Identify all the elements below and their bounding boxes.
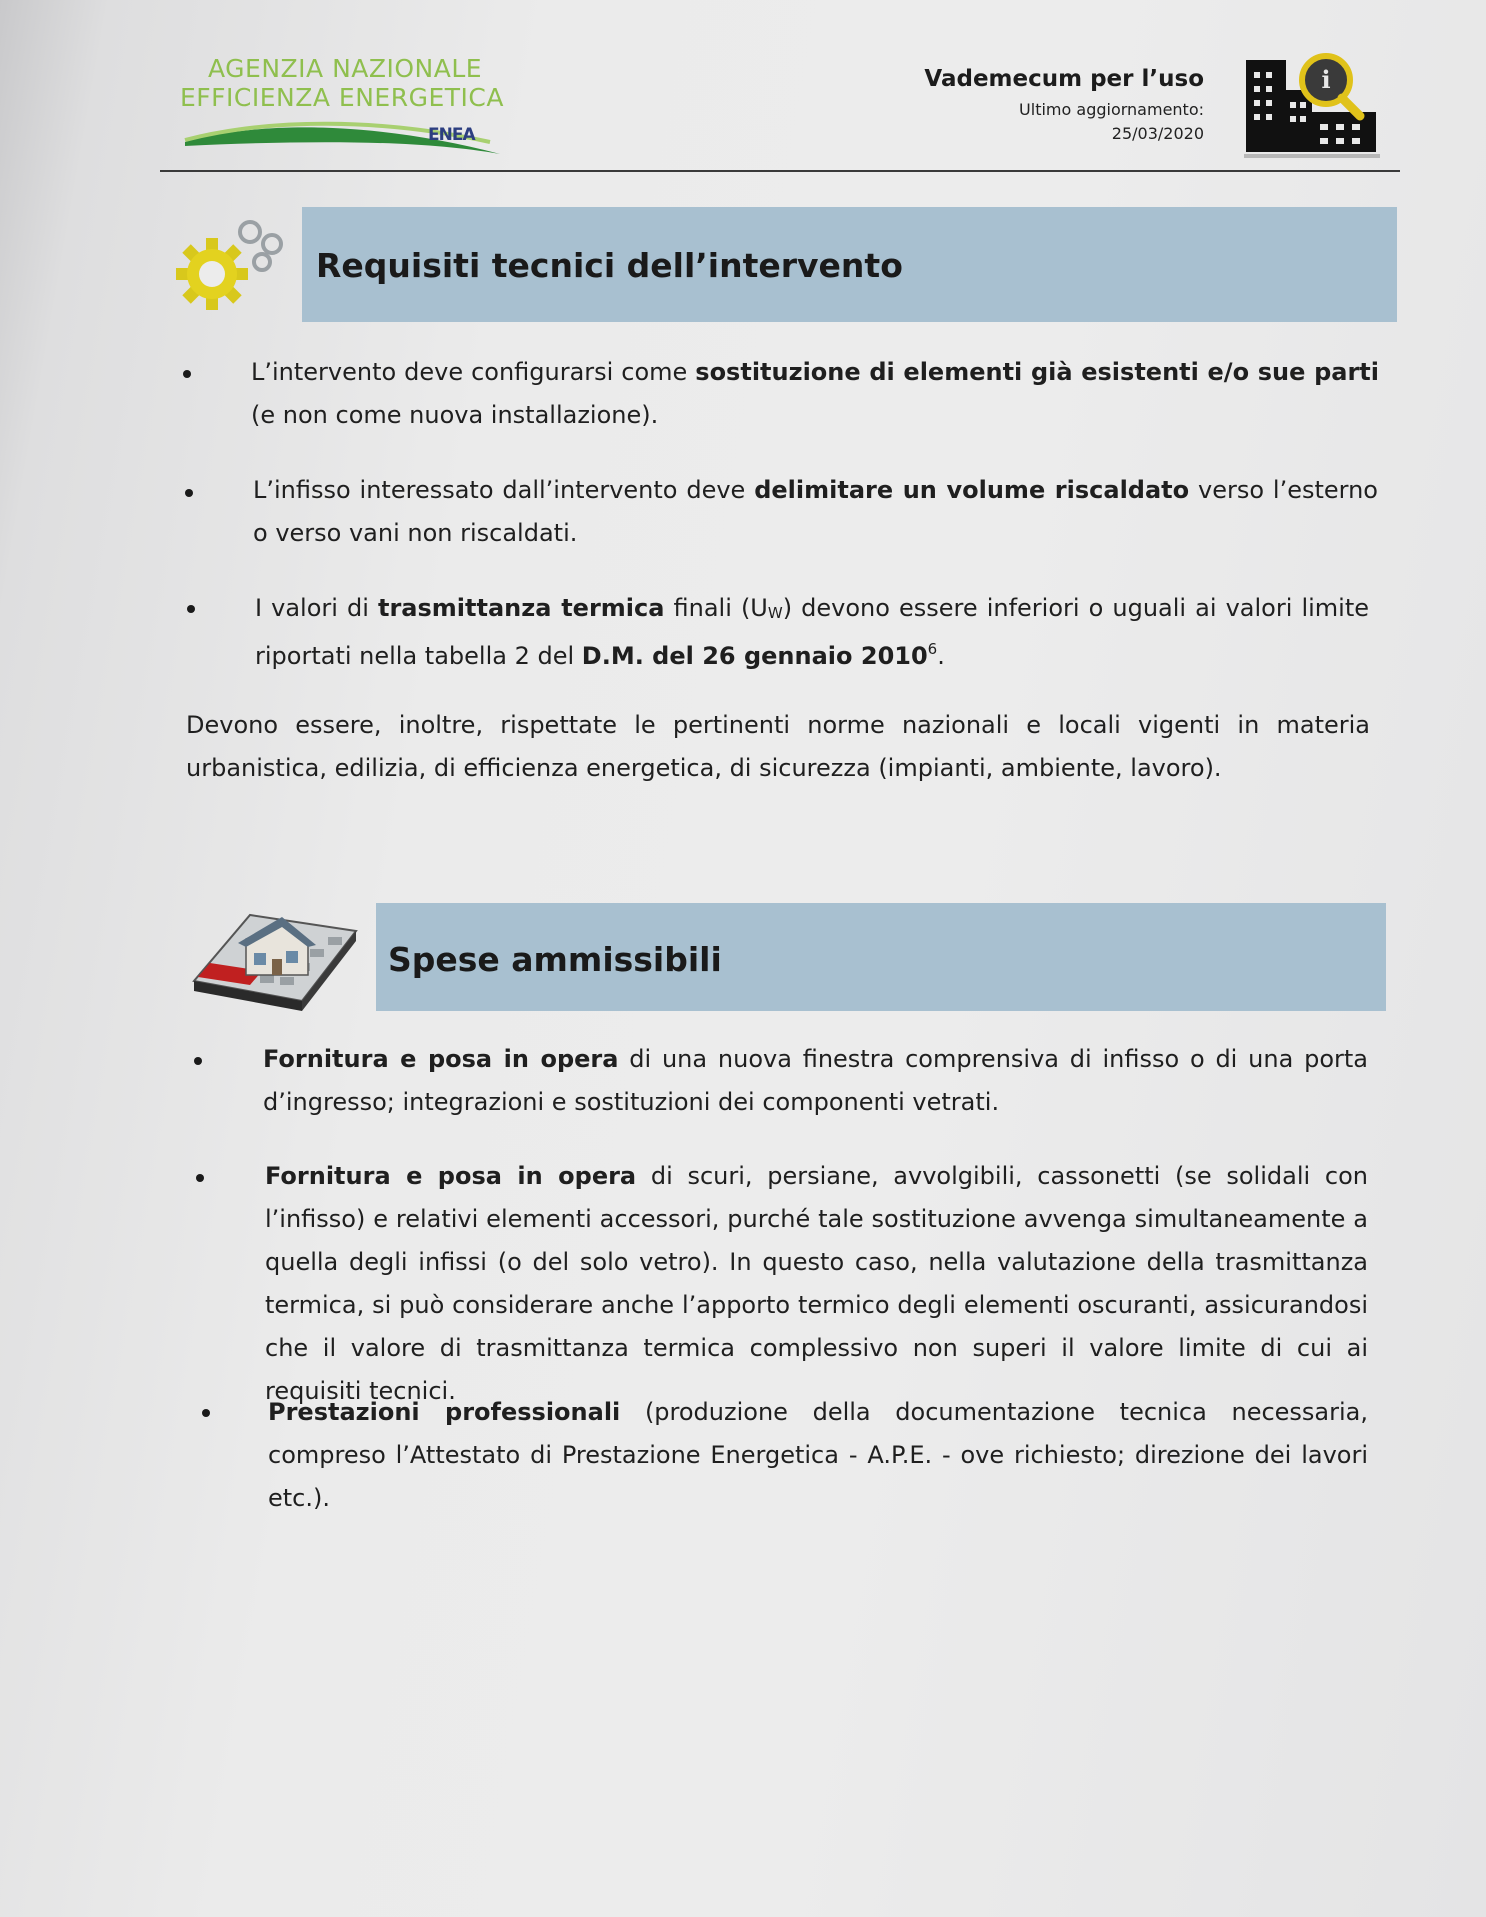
expense-item-3: Prestazioni professionali (produzione della documentazione tecnica necessaria, compreso l’Attestato di Prestazione Energetica - A.P.E. - ove richiesto; direzione dei lavori etc.). bbox=[268, 1398, 1369, 1512]
document-title: Vademecum per l’uso bbox=[924, 66, 1204, 92]
bullet-dot bbox=[183, 370, 191, 378]
svg-text:i: i bbox=[1321, 65, 1331, 94]
header-divider bbox=[160, 170, 1400, 172]
logo-line2: EFFICIENZA ENERGETICA bbox=[180, 83, 504, 112]
enea-logo bbox=[180, 52, 520, 170]
updated-date: 25/03/2020 bbox=[1111, 124, 1204, 143]
bullet-dot bbox=[196, 1174, 204, 1182]
bullet-dot bbox=[194, 1057, 202, 1065]
header-info bbox=[924, 66, 1204, 146]
calculator-house-icon bbox=[190, 905, 360, 1015]
bullet-dot bbox=[187, 605, 195, 613]
gear-icon bbox=[176, 218, 288, 318]
regulations-note: Devono essere, inoltre, rispettate le pertinenti norme nazionali e locali vigenti in materia urbanistica, edilizia, di efficienza energetica, di sicurezza (impianti, ambiente, lavoro). bbox=[186, 711, 1370, 782]
requirement-item-1: L’intervento deve configurarsi come sostituzione di elementi già esistenti e/o sue parti (e non come nuova installazione). bbox=[251, 358, 1379, 429]
building-info-icon bbox=[1244, 50, 1380, 162]
bullet-dot bbox=[202, 1409, 210, 1417]
logo-brand: ENEA bbox=[428, 125, 475, 145]
requirement-item-3: I valori di trasmittanza termica finali $(U_W)$ devono essere inferiori o uguali ai valori limite riportati nella tabella 2 del D.M. del 26 gennaio 2010$^6$. bbox=[255, 594, 1369, 670]
section-title-requirements: Requisiti tecnici dell’intervento bbox=[316, 246, 903, 285]
bullet-dot bbox=[185, 489, 193, 497]
logo-line1: AGENZIA NAZIONALE bbox=[208, 54, 483, 83]
section-title-eligible-expenses: Spese ammissibili bbox=[388, 940, 722, 979]
requirement-item-2: L’infisso interessato dall’intervento deve delimitare un volume riscaldato verso l’esterno o verso vani non riscaldati. bbox=[253, 476, 1378, 547]
expense-item-2: Fornitura e posa in opera di scuri, persiane, avvolgibili, cassonetti (se solidali con l’infisso) e relativi elementi accessori, purché tale sostituzione avvenga simultaneamente a quella degli infissi (o del solo vetro). In questo caso, nella valutazione della trasmittanza termica, si può considerare anche l’apporto termico degli elementi oscuranti, assicurandosi che il valore di trasmittanza termica complessivo non superi il valore limite di cui ai requisiti tecnici. bbox=[265, 1162, 1368, 1405]
updated-label: Ultimo aggiornamento: bbox=[1019, 100, 1204, 119]
expense-item-1: Fornitura e posa in opera di una nuova finestra comprensiva di infisso o di una porta d’ingresso; integrazioni e sostituzioni dei componenti vetrati. bbox=[263, 1045, 1368, 1116]
